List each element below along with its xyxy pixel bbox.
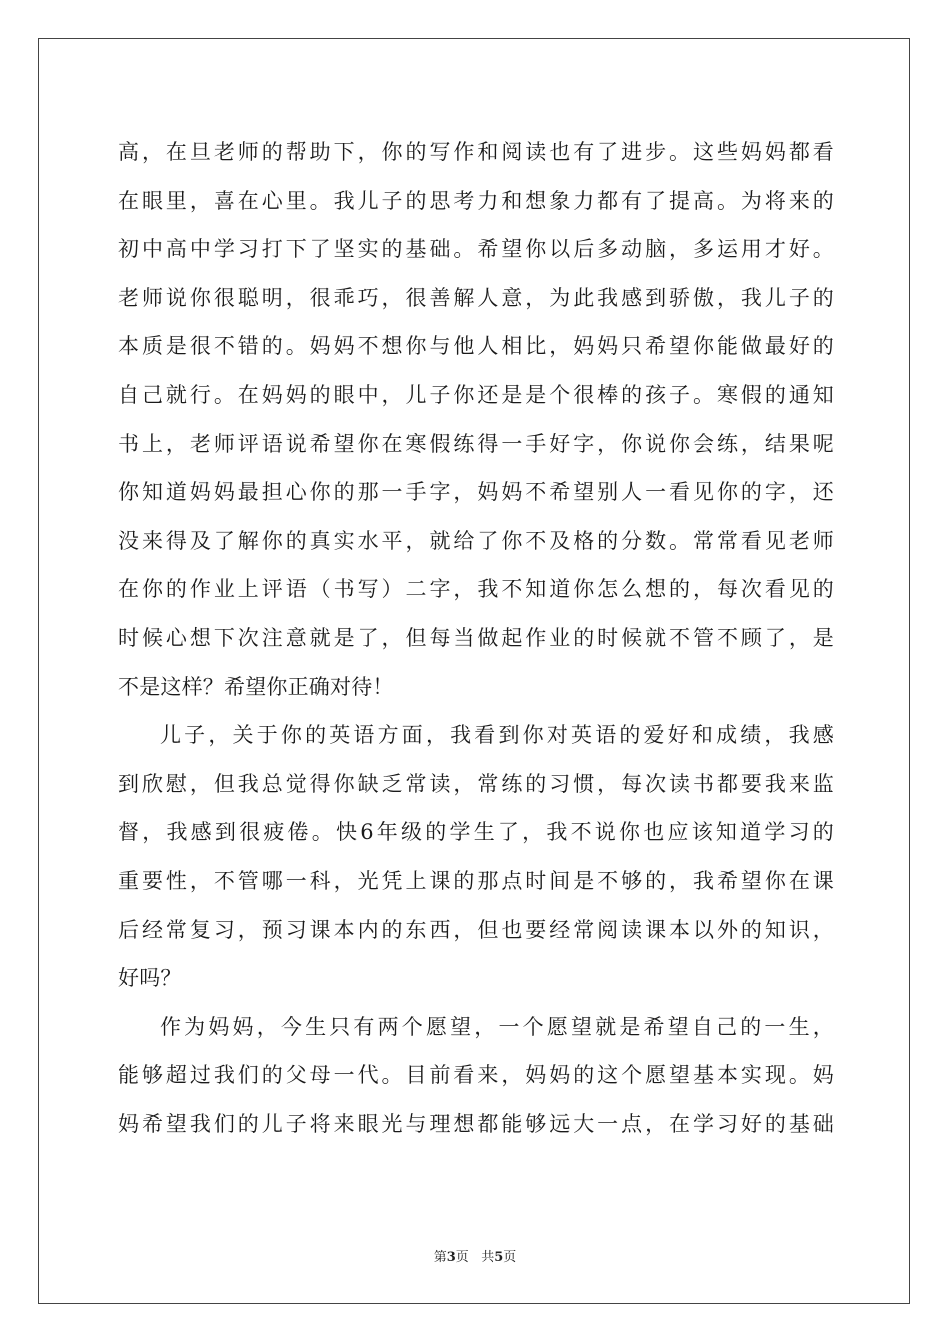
text-line: 没来得及了解你的真实水平，就给了你不及格的分数。常常看见老师 — [118, 528, 834, 553]
text-line: 作为妈妈，今生只有两个愿望，一个愿望就是希望自己的一生， — [160, 1014, 834, 1039]
page-label-suffix: 页 — [455, 1250, 469, 1265]
text-line: 初中高中学习打下了坚实的基础。希望你以后多动脑，多运用才好。 — [118, 237, 834, 262]
text-line: 妈希望我们的儿子将来眼光与理想都能够远大一点，在学习好的基础 — [118, 1111, 834, 1136]
total-label-suffix: 页 — [503, 1250, 517, 1265]
text-line: 重要性，不管哪一科，光凭上课的那点时间是不够的，我希望你在课 — [118, 868, 834, 893]
text-line: 能够超过我们的父母一代。目前看来，妈妈的这个愿望基本实现。妈 — [118, 1063, 834, 1088]
current-page-number: 3 — [446, 1250, 456, 1265]
text-line: 本质是很不错的。妈妈不想你与他人相比，妈妈只希望你能做最好的 — [118, 334, 834, 359]
total-label-prefix: 共 — [481, 1250, 495, 1265]
text-line: 在眼里，喜在心里。我儿子的思考力和想象力都有了提高。为将来的 — [118, 188, 834, 213]
text-line: 到欣慰，但我总觉得你缺乏常读，常练的习惯，每次读书都要我来监 — [118, 771, 834, 796]
page-label-prefix: 第 — [433, 1250, 447, 1265]
text-line: 在你的作业上评语（书写）二字，我不知道你怎么想的，每次看见的 — [118, 577, 834, 602]
text-line: 书上，老师评语说希望你在寒假练得一手好字，你说你会练，结果呢 — [118, 431, 834, 456]
text-line: 儿子，关于你的英语方面，我看到你对英语的爱好和成绩，我感 — [160, 723, 834, 748]
text-line: 不是这样？希望你正确对待！ — [118, 674, 394, 699]
text-line: 督，我感到很疲倦。快6年级的学生了，我不说你也应该知道学习的 — [118, 820, 834, 845]
document-body — [118, 128, 834, 1148]
text-line: 好吗？ — [118, 966, 182, 991]
text-line: 自己就行。在妈妈的眼中，儿子你还是是个很棒的孩子。寒假的通知 — [118, 382, 834, 407]
total-page-count: 5 — [494, 1250, 504, 1265]
page-footer — [0, 1246, 950, 1265]
text-line: 你知道妈妈最担心你的那一手字，妈妈不希望别人一看见你的字，还 — [118, 480, 834, 505]
text-line: 时候心想下次注意就是了，但每当做起作业的时候就不管不顾了，是 — [118, 625, 834, 650]
text-line: 老师说你很聪明，很乖巧，很善解人意，为此我感到骄傲，我儿子的 — [118, 285, 834, 310]
text-line: 后经常复习，预习课本内的东西，但也要经常阅读课本以外的知识， — [118, 917, 834, 942]
text-line: 高，在旦老师的帮助下，你的写作和阅读也有了进步。这些妈妈都看 — [118, 140, 834, 164]
